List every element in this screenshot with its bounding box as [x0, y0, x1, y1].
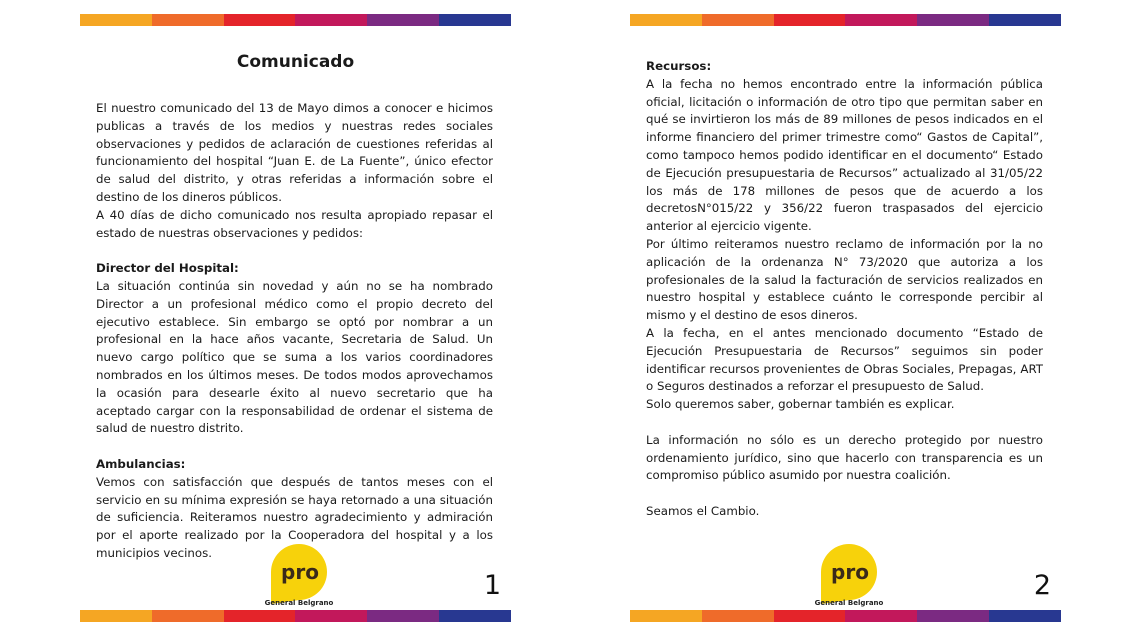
section-heading-director: Director del Hospital:	[96, 261, 239, 276]
page-title: Comunicado	[236, 52, 355, 72]
document-page-1	[80, 14, 511, 626]
page-2-body	[646, 58, 1043, 521]
pro-party-logo-icon	[819, 542, 879, 606]
intro-paragraph: El nuestro comunicado del 13 de Mayo dimos a conocer e hicimos publicas a través de los medios y nuestras redes sociales observaciones y pedidos de aclaración de cuestiones referidas al funcionamiento del hospital “Juan E. de La Fuente”, único efector de salud del distrito, y otras referidas a información sobre el destino de los dineros públicos.	[96, 101, 493, 204]
color-stripe-bottom	[630, 610, 1061, 622]
logo-subtitle: General Belgrano	[814, 599, 884, 607]
recursos-paragraph: A la fecha no hemos encontrado entre la información pública oficial, licitación o información de otro tipo que permitan saber en qué se invirtieron los más de 89 millones de pesos indicados en el informe financiero del primer trimestre como“ Gastos de Capital”, como tampoco hemos podido identificar en el documento“ Estado de Ejecución presupuestaria de Recursos” actualizado al 31/05/22 los más de 178 millones de pesos que de acuerdo a los decretosN°015/22 y 356/22 fueron traspasados del ejercicio anterior al ejercicio vigente.	[646, 76, 1043, 234]
page-number: 1	[483, 570, 501, 601]
recursos-paragraph: Solo queremos saber, gobernar también es explicar.	[646, 397, 955, 412]
logo-text: pro	[831, 560, 869, 584]
pro-party-logo-icon	[269, 542, 329, 606]
section-heading-ambulancias: Ambulancias:	[96, 456, 186, 471]
logo-text: pro	[281, 560, 319, 584]
page-number: 2	[1033, 570, 1051, 601]
signoff: Seamos el Cambio.	[646, 503, 760, 518]
color-stripe-top	[630, 14, 1061, 26]
color-stripe-top	[80, 14, 511, 26]
logo-subtitle: General Belgrano	[264, 599, 334, 607]
document-page-2	[630, 14, 1061, 626]
recursos-paragraph: Por último reiteramos nuestro reclamo de información por la no aplicación de la ordenanza N° 73/2020 que autoriza a los profesionales de la salud la facturación de servicios realizados en nuestro hospital y establece cuánto le corresponde percibir al mismo y el destino de esos dineros.	[646, 236, 1043, 323]
recursos-paragraph: A la fecha, en el antes mencionado documento “Estado de Ejecución Presupuestaria de Recursos” seguimos sin poder identificar recursos provenientes de Obras Sociales, Prepagas, ART o Seguros destinados a reforzar el presupuesto de Salud.	[646, 325, 1043, 394]
intro-paragraph: A 40 días de dicho comunicado nos resulta apropiado repasar el estado de nuestras observaciones y pedidos:	[96, 207, 493, 240]
page-1-body	[96, 100, 493, 563]
director-paragraph: La situación continúa sin novedad y aún no se ha nombrado Director a un profesional médico como el propio decreto del ejecutivo establece. Sin embargo se optó por nombrar a un profesional en la hace años vacante, Secretaria de Salud. Un nuevo cargo político que se suma a los varios coordinadores nombrados en los últimos meses. De todos modos aprovechamos la ocasión para desearle éxito al nuevo secretario que ha aceptado cargar con la responsabilidad de ordenar el sistema de salud de nuestro distrito.	[96, 278, 493, 436]
ambulancias-paragraph: Vemos con satisfacción que después de tantos meses con el servicio en su mínima expresión se haya retornado a una situación de suficiencia. Reiteramos nuestro agradecimiento y admiración por el aporte realizado por la Cooperadora del hospital y a los municipios vecinos.	[96, 474, 493, 560]
section-heading-recursos: Recursos:	[646, 59, 712, 73]
color-stripe-bottom	[80, 610, 511, 622]
closing-paragraph: La información no sólo es un derecho protegido por nuestro ordenamiento jurídico, sino que hacerlo con transparencia es un compromiso público asumido por nuestra coalición.	[646, 432, 1043, 483]
